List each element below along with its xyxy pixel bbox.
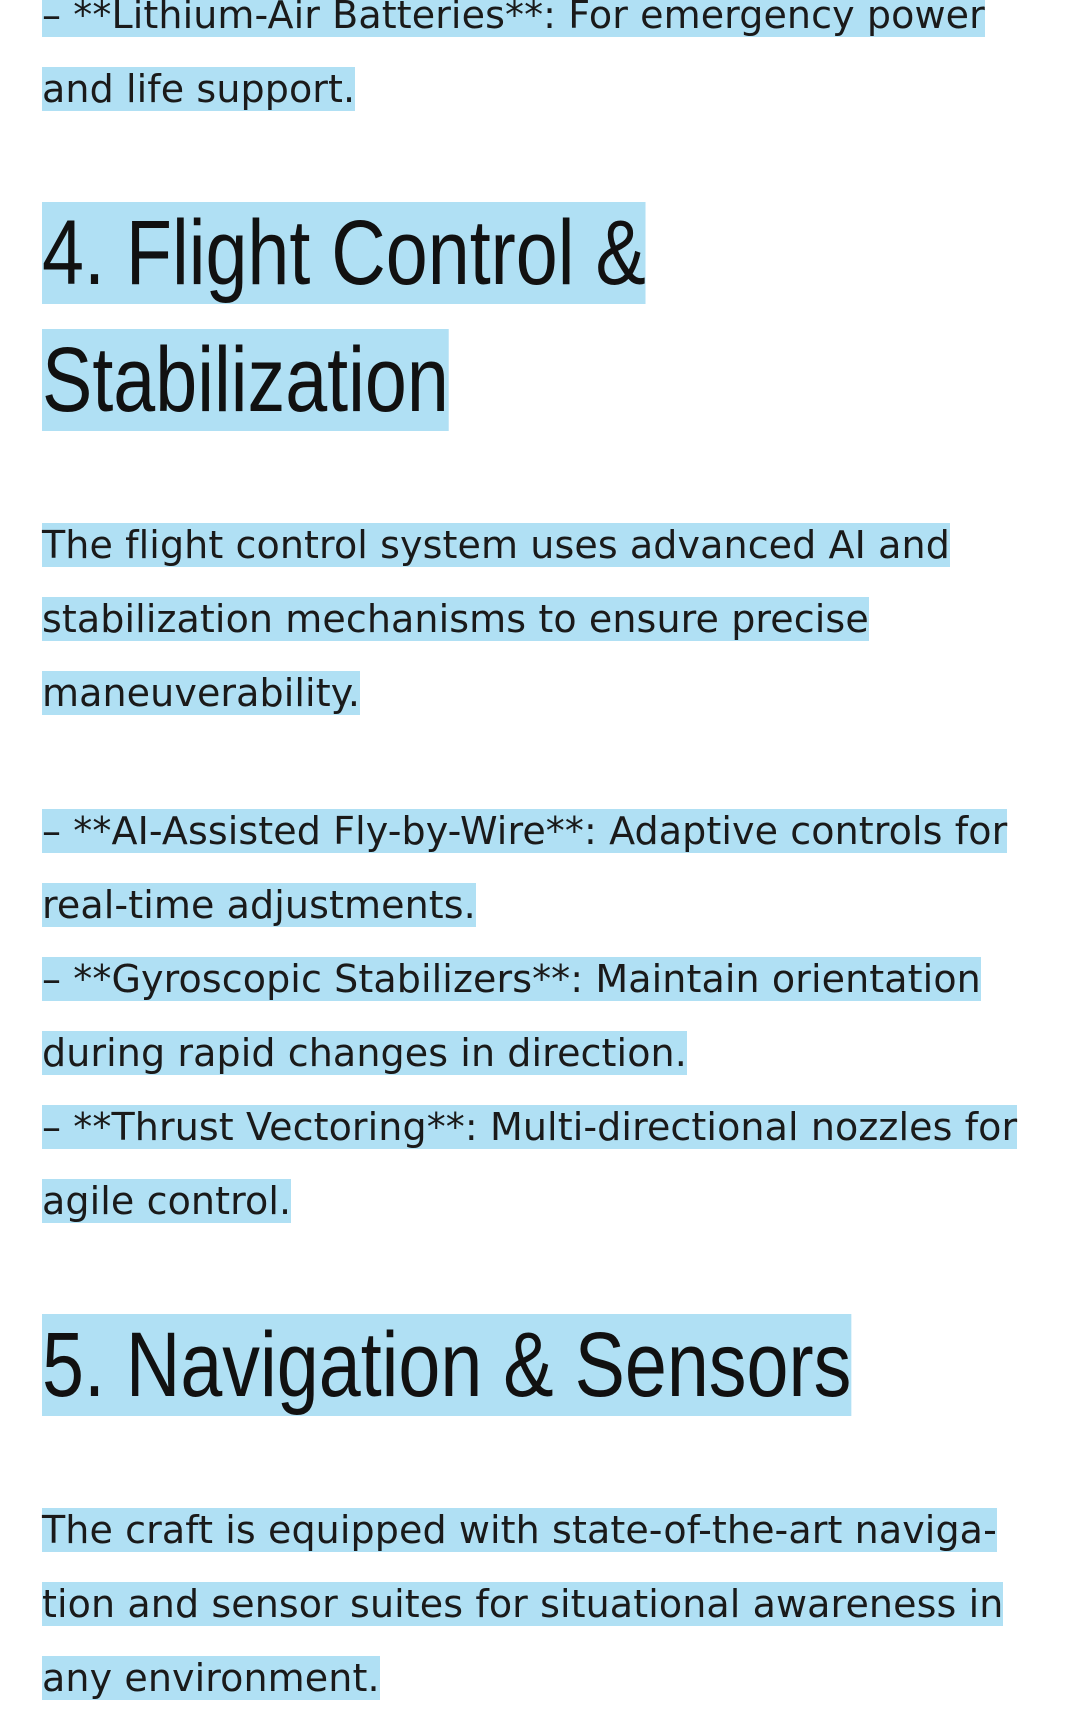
section-4-heading [42,190,1026,444]
list-item-lithium-air-batteries [42,0,1042,126]
selected-text: – **AI-Assisted Fly-by-Wire**: Adaptive controls for real-time adjustments. [42,809,1008,927]
selected-text: – **Gyroscopic Stabilizers**: Maintain orientation during rapid changes in direction. [42,957,981,1075]
spacer [42,1429,1042,1493]
spacer [42,444,1042,508]
selected-heading-text: 4. Flight Control & Stabilization [42,202,646,431]
spacer [42,126,1042,190]
spacer [42,1238,1042,1302]
selected-text: – **Lithium-Air Batteries**: For emergency power and life support. [42,0,985,111]
section-5-heading [42,1302,1026,1429]
selected-heading-text: 5. Navigation & Sensors [42,1314,852,1416]
list-item [42,942,1042,1090]
selected-text: – **Thrust Vectoring**: Multi-directional nozzles for agile control. [42,1105,1018,1223]
article-body [42,0,1042,1715]
selected-text: The craft is equipped with state-of-the-art naviga-tion and sensor suites for situational awareness in any environment. [42,1508,1004,1700]
section-4-list [42,794,1042,1238]
section-4-paragraph [42,508,1042,730]
section-5-paragraph [42,1493,1042,1715]
spacer [42,730,1042,794]
selected-text: The flight control system uses advanced AI and stabilization mechanisms to ensure precise maneuverability. [42,523,950,715]
list-item [42,794,1042,942]
list-item [42,1090,1042,1238]
